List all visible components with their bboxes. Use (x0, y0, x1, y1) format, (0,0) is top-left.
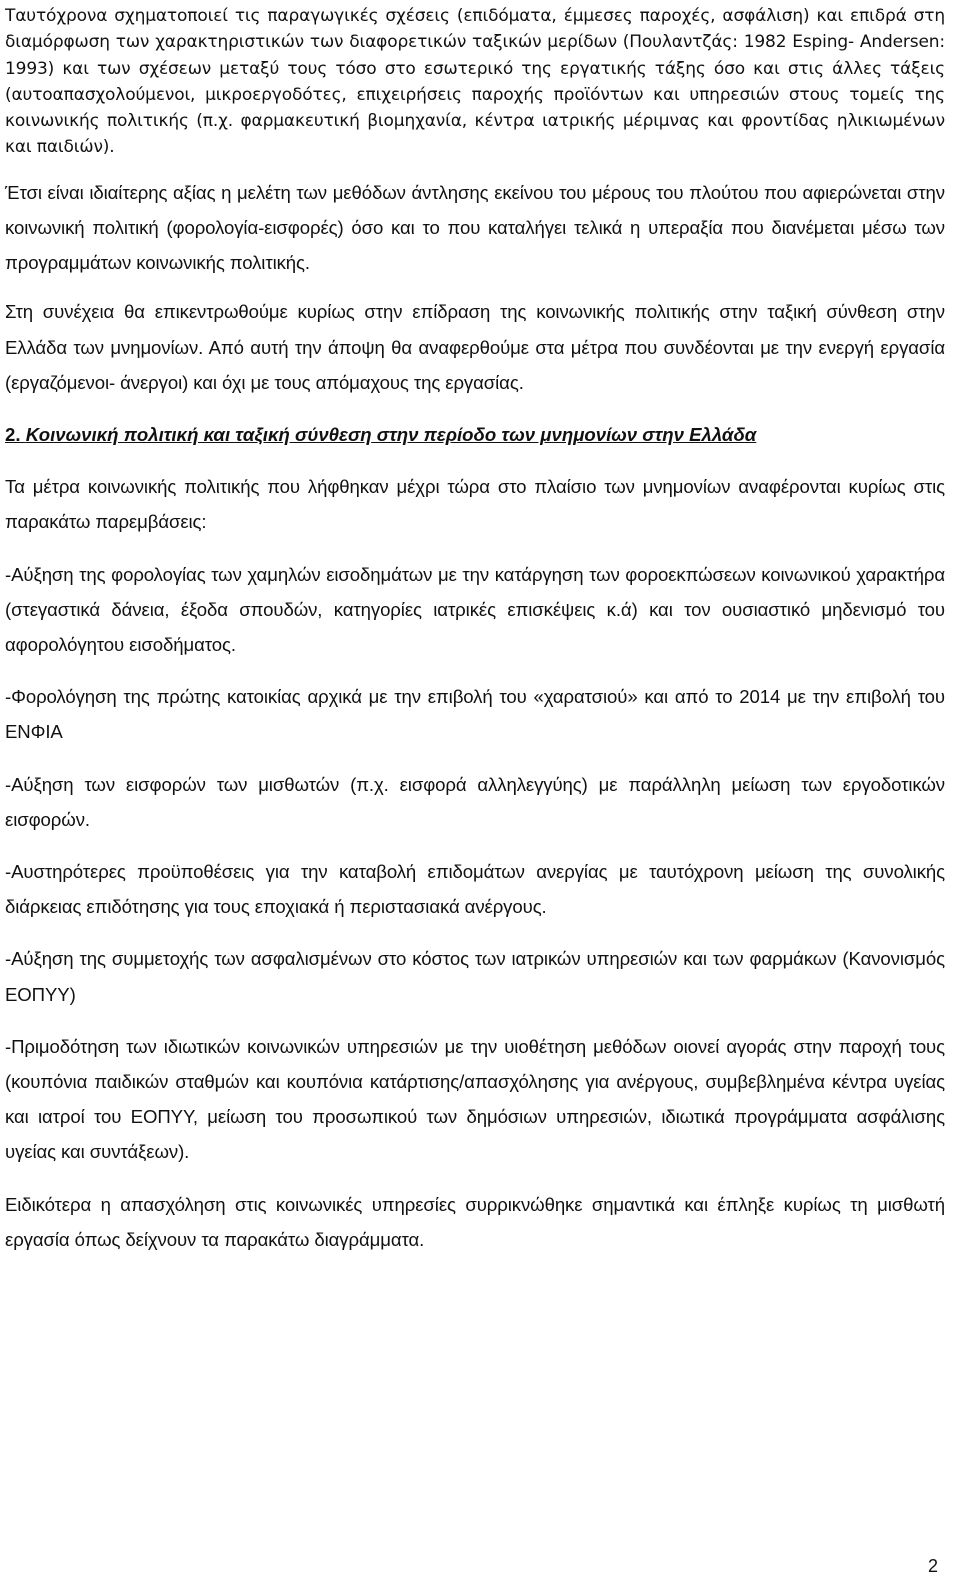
section-heading (5, 417, 945, 452)
measure-item: -Αύξηση της φορολογίας των χαμηλών εισοδημάτων με την κατάργηση των φοροεκπώσεων κοινωνικού χαρακτήρα (στεγαστικά δάνεια, έξοδα σπουδών, κατηγορίες ιατρικές επισκέψεις κ.ά) και τον ουσιαστικό μηδενισμό του αφορολόγητου εισοδήματος. (5, 563, 945, 656)
section-heading-text-1: Κοινωνική πολιτική και ταξική (25, 424, 295, 445)
measure-item: -Αύξηση των εισφορών των μισθωτών (π.χ. εισφορά αλληλεγγύης) με παράλληλη μείωση των εργοδοτικών εισφορών. (5, 773, 945, 830)
paragraph-measures-intro: Τα μέτρα κοινωνικής πολιτικής που λήφθηκαν μέχρι τώρα στο πλαίσιο των μνημονίων αναφέρονται κυρίως στις παρακάτω παρεμβάσεις: (5, 476, 945, 533)
paragraph-focus: Στη συνέχεια θα επικεντρωθούμε κυρίως στην επίδραση της κοινωνικής πολιτικής στην ταξική σύνθεση στην Ελλάδα των μνημονίων. Από αυτή την άποψη θα αναφερθούμε στα μέτρα που συνδέονται με την ενεργή εργασία (εργαζόμενοι- άνεργοι) και όχι με τους απόμαχους της εργασίας. (5, 301, 945, 393)
section-heading-text-3: στην περίοδο των μνημονίων στην Ελλάδα (371, 424, 757, 445)
page-number: 2 (927, 1556, 938, 1576)
measure-item: -Φορολόγηση της πρώτης κατοικίας αρχικά με την επιβολή του «χαρατσιού» και από το 2014 με την επιβολή του ΕΝΦΙΑ (5, 686, 945, 743)
measure-item: -Πριμοδότηση των ιδιωτικών κοινωνικών υπηρεσιών με την υιοθέτηση μεθόδων οιονεί αγοράς στην παροχή τους (κουπόνια παιδικών σταθμών και κουπόνια κατάρτισης/απασχόλησης για ανέργους, συμβεβλημένα κέντρα υγείας και ιατροί του ΕΟΠΥΥ, μείωση του προσωπικού των δημόσιων υπηρεσιών, ιδιωτικά προγράμματα ασφάλισης υγείας και συντάξεων). (5, 1035, 945, 1163)
intro-paragraph: Ταυτόχρονα σχηματοποιεί τις παραγωγικές σχέσεις (επιδόματα, έμμεσες παροχές, ασφάλιση) και επιδρά στη διαμόρφωση των χαρακτηριστικών των διαφορετικών ταξικών μερίδων (Πουλαντζάς: 1982 Esping- Andersen: 1993) και των σχέσεων μεταξύ τους τόσο στο εσωτερικό της εργατικής τάξης όσο και στις άλλες τάξεις (αυτοαπασχολούμενοι, μικροεργοδότες, επιχειρήσεις παροχής προϊόντων και υπηρεσιών στους τομείς της κοινωνικής πολιτικής (π.χ. φαρμακευτική βιομηχανία, κέντρα ιατρικής μέριμνας και φροντίδας ηλικιωμένων και παιδιών). (5, 6, 945, 158)
paragraph-employment: Ειδικότερα η απασχόληση στις κοινωνικές υπηρεσίες συρρικνώθηκε σημαντικά και έπληξε κυρίως τη μισθωτή εργασία όπως δείχνουν τα παρακάτω διαγράμματα. (5, 1193, 945, 1250)
section-heading-number: 2. (5, 424, 26, 445)
section-heading-text-2: σύνθεση (295, 424, 372, 445)
measure-item: -Αυστηρότερες προϋποθέσεις για την καταβολή επιδομάτων ανεργίας με ταυτόχρονη μείωση της συνολικής διάρκειας επιδότησης για τους εποχιακά ή περιστασιακά ανέργους. (5, 861, 945, 918)
measure-item: -Αύξηση της συμμετοχής των ασφαλισμένων στο κόστος των ιατρικών υπηρεσιών και των φαρμάκων (Κανονισμός ΕΟΠΥΥ) (5, 948, 945, 1005)
paragraph-methods: Έτσι είναι ιδιαίτερης αξίας η μελέτη των μεθόδων άντλησης εκείνου του μέρους του πλούτου που αφιερώνεται στην κοινωνική πολιτική (φορολογία-εισφορές) όσο και το που καταλήγει τελικά η υπεραξία που διανέμεται μέσω των προγραμμάτων κοινωνικής πολιτικής. (5, 181, 945, 274)
